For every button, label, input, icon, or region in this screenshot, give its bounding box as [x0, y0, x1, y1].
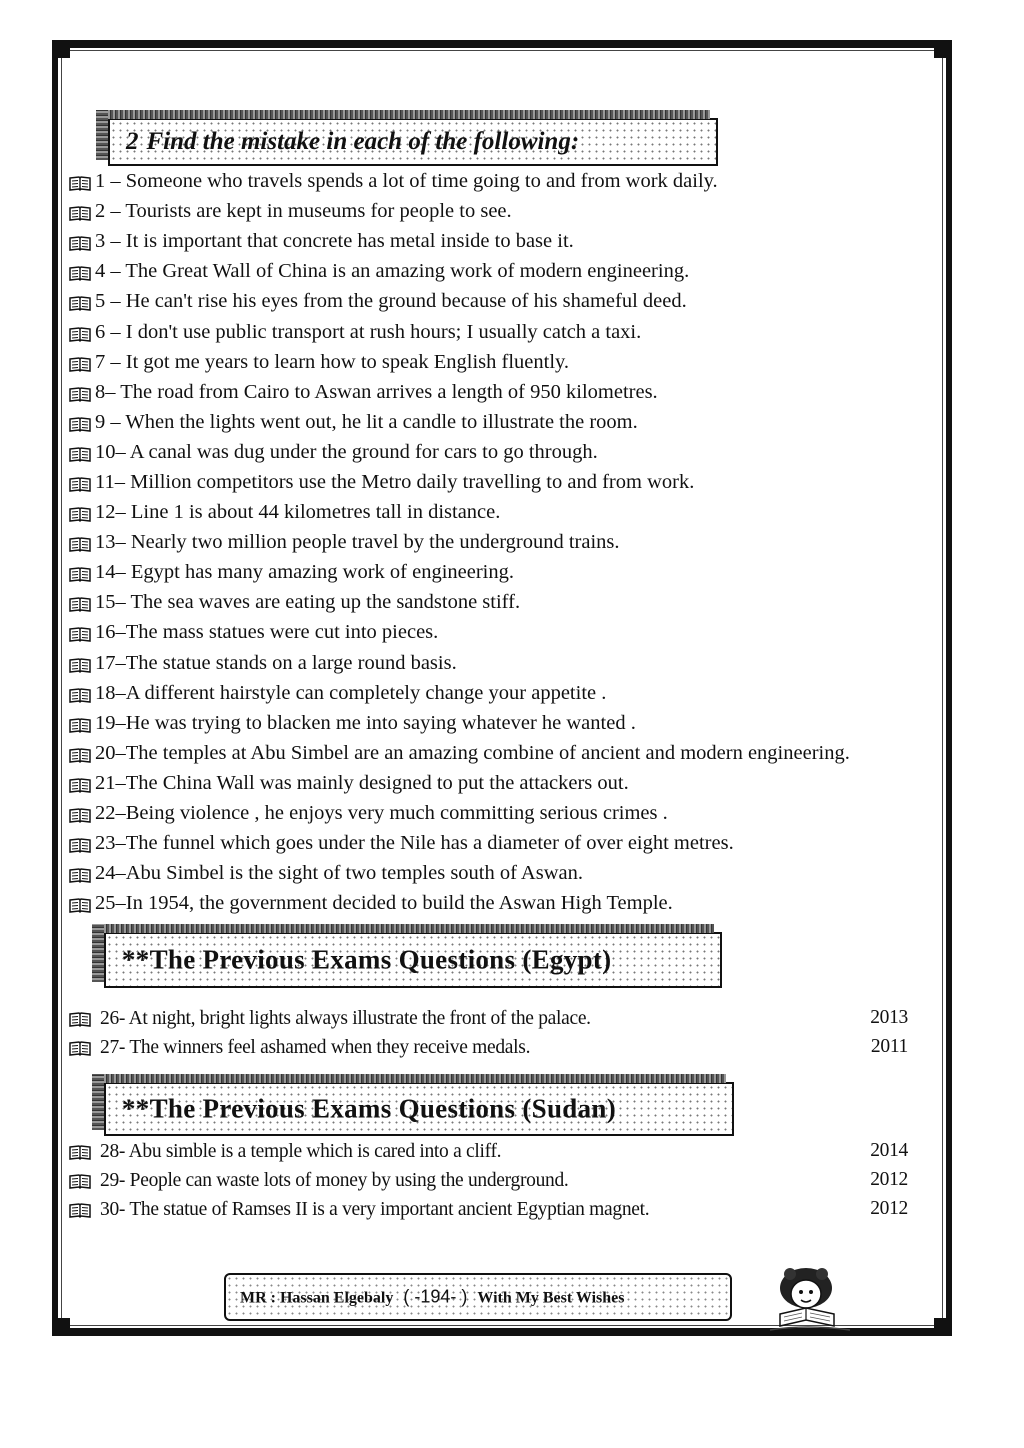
section-title-text: **The Previous Exams Questions (Egypt)	[122, 944, 612, 975]
item-text: 10– A canal was dug under the ground for cars to go through.	[95, 440, 598, 463]
item-text: 12– Line 1 is about 44 kilometres tall in distance.	[95, 501, 501, 524]
item-text: 21–The China Wall was mainly designed to put the attackers out.	[95, 771, 629, 794]
border-left-inner	[61, 58, 62, 1318]
question-item	[68, 1137, 908, 1166]
question-item	[68, 1166, 908, 1195]
book-icon	[68, 1172, 92, 1190]
book-icon	[68, 654, 92, 672]
book-icon	[68, 593, 92, 611]
book-icon	[68, 172, 92, 190]
book-icon	[68, 443, 92, 461]
item-text: 8– The road from Cairo to Aswan arrives a length of 950 kilometres.	[95, 380, 658, 403]
list-item	[68, 858, 928, 888]
book-icon	[68, 323, 92, 341]
question-text: 27- The winners feel ashamed when they receive medals.	[100, 1036, 531, 1058]
section-title-text: **The Previous Exams Questions (Sudan)	[122, 1093, 616, 1124]
item-text: 6 – I don't use public transport at rush hours; I usually catch a taxi.	[95, 320, 642, 343]
exam-year: 2014	[870, 1140, 908, 1161]
book-icon	[68, 684, 92, 702]
border-left	[52, 40, 58, 1336]
item-text: 20–The temples at Abu Simbel are an amazing combine of ancient and modern engineering.	[95, 741, 850, 764]
list-item	[68, 166, 928, 196]
reading-girl-icon	[760, 1262, 856, 1334]
list-item	[68, 377, 928, 407]
question-item	[68, 1195, 908, 1224]
header-shadow-left	[92, 1074, 104, 1130]
list-item	[68, 196, 928, 226]
list-item	[68, 678, 928, 708]
item-text: 18–A different hairstyle can completely change your appetite .	[95, 681, 607, 704]
book-icon	[68, 383, 92, 401]
question-item	[68, 1033, 908, 1062]
footer-box	[224, 1273, 732, 1321]
item-text: 14– Egypt has many amazing work of engineering.	[95, 561, 514, 584]
question-text: 30- The statue of Ramses II is a very important ancient Egyptian magnet.	[100, 1198, 650, 1220]
item-text: 17–The statue stands on a large round basis.	[95, 651, 457, 674]
book-icon	[68, 1039, 92, 1057]
header-shadow	[92, 1074, 726, 1083]
item-text: 19–He was trying to blacken me into saying whatever he wanted .	[95, 711, 636, 734]
book-icon	[68, 1010, 92, 1028]
question-text: 29- People can waste lots of money by using the underground.	[100, 1169, 569, 1191]
book-icon	[68, 473, 92, 491]
list-item	[68, 527, 928, 557]
book-icon	[68, 714, 92, 732]
egypt-questions-list	[68, 1004, 908, 1062]
list-item	[68, 557, 928, 587]
book-icon	[68, 1201, 92, 1219]
question-text: 28- Abu simble is a temple which is cared into a cliff.	[100, 1140, 502, 1162]
item-text: 22–Being violence , he enjoys very much committing serious crimes .	[95, 802, 668, 825]
list-item	[68, 648, 928, 678]
item-text: 3 – It is important that concrete has metal inside to base it.	[95, 230, 574, 253]
list-item	[68, 347, 928, 377]
book-icon	[68, 563, 92, 581]
list-item	[68, 828, 928, 858]
section-title	[126, 128, 579, 156]
border-top-inner	[70, 50, 934, 51]
book-icon	[68, 774, 92, 792]
book-icon	[68, 864, 92, 882]
header-shadow	[92, 924, 714, 933]
header-shadow-left	[92, 924, 104, 982]
book-icon	[68, 623, 92, 641]
book-icon	[68, 834, 92, 852]
item-text: 24–Abu Simbel is the sight of two temples south of Aswan.	[95, 862, 583, 885]
item-text: 13– Nearly two million people travel by the underground trains.	[95, 531, 620, 554]
book-icon	[68, 202, 92, 220]
list-item	[68, 708, 928, 738]
mistake-items-list	[68, 166, 928, 918]
book-icon	[68, 804, 92, 822]
footer-wishes: With My Best Wishes	[477, 1289, 625, 1307]
list-item	[68, 226, 928, 256]
list-item	[68, 256, 928, 286]
exam-year: 2012	[870, 1198, 908, 1219]
item-text: 2 – Tourists are kept in museums for people to see.	[95, 200, 512, 223]
book-icon	[68, 292, 92, 310]
section-header-sudan	[104, 1082, 734, 1136]
list-item	[68, 407, 928, 437]
footer-text	[240, 1287, 625, 1308]
item-text: 15– The sea waves are eating up the sandstone stiff.	[95, 591, 521, 614]
corner-bottom-left	[52, 1318, 70, 1336]
border-right	[946, 40, 952, 1336]
exam-year: 2013	[870, 1007, 908, 1028]
list-item	[68, 316, 928, 346]
item-text: 25–In 1954, the government decided to build the Aswan High Temple.	[95, 892, 673, 915]
list-item	[68, 798, 928, 828]
list-item	[68, 587, 928, 617]
book-icon	[68, 413, 92, 431]
book-icon	[68, 533, 92, 551]
list-item	[68, 768, 928, 798]
list-item	[68, 467, 928, 497]
section-title-text: Find the mistake in each of the following:	[146, 128, 580, 155]
list-item	[68, 617, 928, 647]
list-item	[68, 738, 928, 768]
item-text: 23–The funnel which goes under the Nile has a diameter of over eight metres.	[95, 832, 734, 855]
list-item	[68, 437, 928, 467]
item-text: 1 – Someone who travels spends a lot of time going to and from work daily.	[95, 170, 718, 193]
item-text: 4 – The Great Wall of China is an amazing work of modern engineering.	[95, 260, 690, 283]
book-icon	[68, 1143, 92, 1161]
border-right-inner	[942, 58, 943, 1318]
item-text: 11– Million competitors use the Metro daily travelling to and from work.	[95, 470, 695, 493]
section-header-egypt	[104, 932, 722, 988]
list-item	[68, 888, 928, 918]
corner-top-left	[52, 40, 70, 58]
corner-bottom-right	[934, 1318, 952, 1336]
item-text: 9 – When the lights went out, he lit a candle to illustrate the room.	[95, 410, 638, 433]
list-item	[68, 497, 928, 527]
corner-top-right	[934, 40, 952, 58]
question-item	[68, 1004, 908, 1033]
header-shadow	[96, 110, 710, 119]
section-number: 2	[126, 128, 139, 155]
item-text: 7 – It got me years to learn how to speak English fluently.	[95, 350, 570, 373]
book-icon	[68, 503, 92, 521]
border-top	[52, 40, 952, 48]
page-number: ( -194- )	[403, 1286, 468, 1307]
book-icon	[68, 894, 92, 912]
item-text: 5 – He can't rise his eyes from the ground because of his shameful deed.	[95, 290, 687, 313]
section-header-find-mistake	[108, 118, 718, 166]
item-text: 16–The mass statues were cut into pieces.	[95, 621, 439, 644]
book-icon	[68, 744, 92, 762]
sudan-questions-list	[68, 1137, 908, 1224]
list-item	[68, 286, 928, 316]
footer-author: MR : Hassan Elgebaly	[240, 1289, 394, 1307]
book-icon	[68, 262, 92, 280]
book-icon	[68, 353, 92, 371]
book-icon	[68, 232, 92, 250]
question-text: 26- At night, bright lights always illustrate the front of the palace.	[100, 1007, 591, 1029]
exam-year: 2012	[870, 1169, 908, 1190]
exam-year: 2011	[870, 1036, 908, 1057]
header-shadow-left	[96, 110, 108, 160]
